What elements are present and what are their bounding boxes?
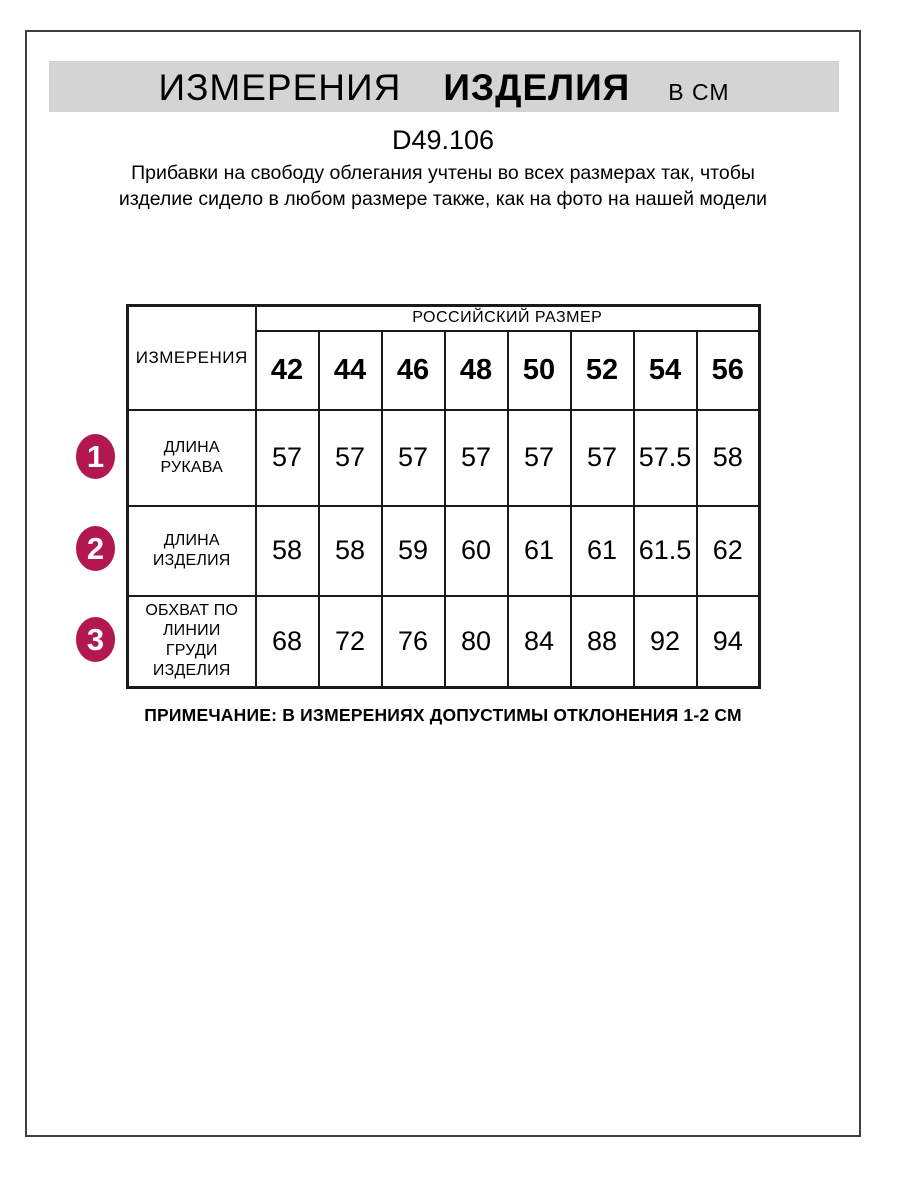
- row-number-badge: 2: [76, 526, 115, 571]
- measurement-value: 59: [382, 506, 445, 596]
- measurement-value: 60: [445, 506, 508, 596]
- title-bar: [49, 61, 839, 112]
- title-unit: В СМ: [668, 79, 730, 105]
- measurement-value: 58: [256, 506, 319, 596]
- measurement-value: 76: [382, 596, 445, 688]
- measurement-value: 72: [319, 596, 382, 688]
- measurement-value: 57: [508, 410, 571, 506]
- measurement-value: 62: [697, 506, 760, 596]
- group-header-row: [128, 306, 760, 331]
- measurement-label: ДЛИНА ИЗДЕЛИЯ: [128, 506, 256, 596]
- table-row: [128, 410, 760, 506]
- table-row: [128, 506, 760, 596]
- measurement-value: 58: [319, 506, 382, 596]
- size-header-cell: 48: [445, 331, 508, 410]
- measurement-label: ДЛИНА РУКАВА: [128, 410, 256, 506]
- article-code: D49.106: [391, 125, 495, 155]
- measurement-value: 58: [697, 410, 760, 506]
- title-product: ИЗДЕЛИЯ: [443, 67, 631, 108]
- measurement-value: 68: [256, 596, 319, 688]
- row-number-badge: 3: [76, 617, 115, 662]
- measurement-value: 80: [445, 596, 508, 688]
- document-frame: [25, 30, 861, 1137]
- measurement-value: 57: [571, 410, 634, 506]
- size-header-cell: 56: [697, 331, 760, 410]
- size-header-cell: 52: [571, 331, 634, 410]
- measurement-value: 88: [571, 596, 634, 688]
- description-text: Прибавки на свободу облегания учтены во всех размерах так, чтобы изделие сидело в любом размере также, как на фото на нашей модели: [118, 162, 768, 210]
- size-header-cell: 42: [256, 331, 319, 410]
- size-header-cell: 54: [634, 331, 697, 410]
- note-text: ПРИМЕЧАНИЕ: В ИЗМЕРЕНИЯХ ДОПУСТИМЫ ОТКЛОНЕНИЯ 1-2 СМ: [144, 705, 742, 725]
- measurement-value: 84: [508, 596, 571, 688]
- table-row: [128, 596, 760, 688]
- measurement-value: 57: [445, 410, 508, 506]
- measurement-value: 61: [571, 506, 634, 596]
- measurement-value: 57.5: [634, 410, 697, 506]
- measurement-value: 57: [382, 410, 445, 506]
- size-table-area: [27, 304, 859, 689]
- size-header-cell: 50: [508, 331, 571, 410]
- measurement-value: 61.5: [634, 506, 697, 596]
- measurement-value: 94: [697, 596, 760, 688]
- measurement-value: 61: [508, 506, 571, 596]
- size-header-cell: 46: [382, 331, 445, 410]
- size-header-cell: 44: [319, 331, 382, 410]
- row-number-badge: 1: [76, 434, 115, 479]
- measurement-label: ОБХВАТ ПО ЛИНИИ ГРУДИ ИЗДЕЛИЯ: [128, 596, 256, 688]
- title-measurements: ИЗМЕРЕНИЯ: [158, 67, 402, 108]
- measurement-value: 57: [256, 410, 319, 506]
- measurement-value: 57: [319, 410, 382, 506]
- table-corner-label: ИЗМЕРЕНИЯ: [128, 306, 256, 410]
- measurement-value: 92: [634, 596, 697, 688]
- size-table: [126, 304, 761, 689]
- table-group-header: РОССИЙСКИЙ РАЗМЕР: [256, 306, 760, 331]
